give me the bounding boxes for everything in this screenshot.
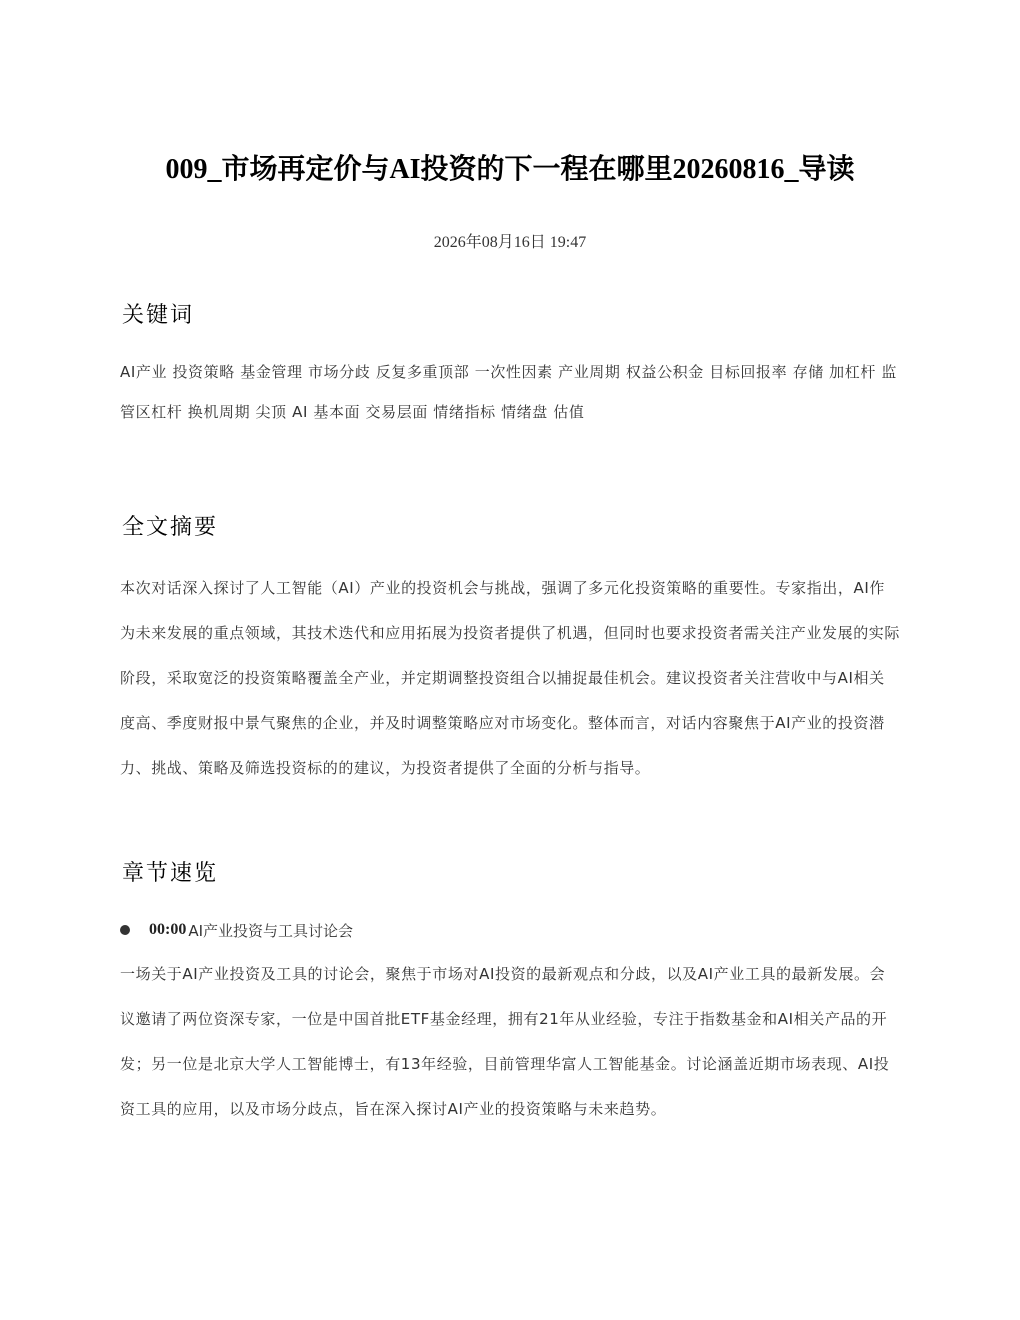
bullet-icon	[120, 925, 130, 935]
page-title: 009_市场再定价与AI投资的下一程在哪里20260816_导读	[165, 154, 855, 185]
chapter-title: AI产业投资与工具讨论会	[188, 921, 354, 940]
document-datetime: 2026年08月16日 19:47	[433, 234, 587, 251]
summary-heading: 全文摘要	[122, 515, 219, 540]
chapter-item	[120, 918, 353, 942]
chapters-heading: 章节速览	[122, 861, 219, 886]
summary-text: 本次对话深入探讨了人工智能（AI）产业的投资机会与挑战，强调了多元化投资策略的重要性。专家指出，AI作为未来发展的重点领域，其技术迭代和应用拓展为投资者提供了机遇，但同时也要求投资者需关注产业发展的实际阶段，采取宽泛的投资策略覆盖全产业，并定期调整投资组合以捕捉最佳机会。建议投资者关注营收中与AI相关度高、季度财报中景气聚焦的企业，并及时调整策略应对市场变化。整体而言，对话内容聚焦于AI产业的投资潜力、挑战、策略及筛选投资标的的建议，为投资者提供了全面的分析与指导。	[120, 579, 901, 777]
keywords-text: AI产业 投资策略 基金管理 市场分歧 反复多重顶部 一次性因素 产业周期 权益公积金 目标回报率 存储 加杠杆 监管区杠杆 换机周期 尖顶 AI 基本面 交易层面 情绪指标 情绪盘 估值	[120, 363, 897, 421]
keywords-heading: 关键词	[122, 303, 195, 328]
chapter-description: 一场关于AI产业投资及工具的讨论会，聚焦于市场对AI投资的最新观点和分歧，以及AI产业工具的最新发展。会议邀请了两位资深专家，一位是中国首批ETF基金经理，拥有21年从业经验，专注于指数基金和AI相关产品的开发；另一位是北京大学人工智能博士，有13年经验，目前管理华富人工智能基金。讨论涵盖近期市场表现、AI投资工具的应用，以及市场分歧点，旨在深入探讨AI产业的投资策略与未来趋势。	[120, 965, 890, 1118]
chapter-timestamp: 00:00	[149, 921, 187, 938]
